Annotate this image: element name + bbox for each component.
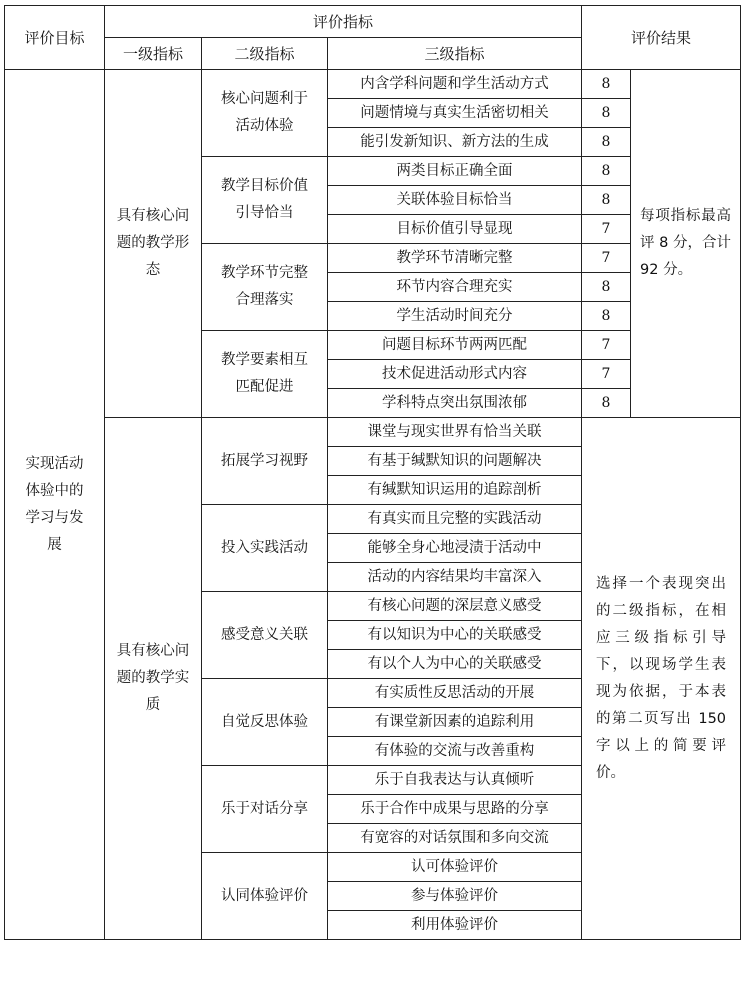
score-cell: 8 xyxy=(582,389,631,418)
score-cell: 8 xyxy=(582,70,631,99)
level3-item: 问题情境与真实生活密切相关 xyxy=(328,99,582,128)
level2-essence-2: 感受意义关联 xyxy=(202,592,328,679)
header-level1: 一级指标 xyxy=(105,38,202,70)
level3-item: 问题目标环节两两匹配 xyxy=(328,331,582,360)
level3-item: 认可体验评价 xyxy=(328,853,582,882)
level3-item: 有以知识为中心的关联感受 xyxy=(328,621,582,650)
level3-item: 技术促进活动形式内容 xyxy=(328,360,582,389)
score-cell: 8 xyxy=(582,186,631,215)
level3-item: 有真实而且完整的实践活动 xyxy=(328,505,582,534)
level3-item: 有课堂新因素的追踪利用 xyxy=(328,708,582,737)
score-cell: 7 xyxy=(582,215,631,244)
level3-item: 利用体验评价 xyxy=(328,911,582,940)
level3-item: 内含学科问题和学生活动方式 xyxy=(328,70,582,99)
goal-cell: 实现活动体验中的学习与发展 xyxy=(5,70,105,940)
level2-essence-4: 乐于对话分享 xyxy=(202,766,328,853)
level3-item: 有实质性反思活动的开展 xyxy=(328,679,582,708)
level3-item: 有宽容的对话氛围和多向交流 xyxy=(328,824,582,853)
score-cell: 8 xyxy=(582,302,631,331)
level2-essence-5: 认同体验评价 xyxy=(202,853,328,940)
level1-form: 具有核心问题的教学形态 xyxy=(105,70,202,418)
level3-item: 教学环节清晰完整 xyxy=(328,244,582,273)
level3-item: 乐于自我表达与认真倾听 xyxy=(328,766,582,795)
header-level3: 三级指标 xyxy=(328,38,582,70)
score-cell: 8 xyxy=(582,273,631,302)
level2-form-2: 教学环节完整合理落实 xyxy=(202,244,328,331)
level3-item: 有基于缄默知识的问题解决 xyxy=(328,447,582,476)
header-indicators: 评价指标 xyxy=(105,6,582,38)
level3-item: 乐于合作中成果与思路的分享 xyxy=(328,795,582,824)
level3-item: 学生活动时间充分 xyxy=(328,302,582,331)
level3-item: 能够全身心地浸渍于活动中 xyxy=(328,534,582,563)
level2-form-0: 核心问题利于活动体验 xyxy=(202,70,328,157)
score-cell: 8 xyxy=(582,128,631,157)
header-result: 评价结果 xyxy=(582,6,741,70)
level3-item: 有缄默知识运用的追踪剖析 xyxy=(328,476,582,505)
level3-item: 关联体验目标恰当 xyxy=(328,186,582,215)
level2-essence-1: 投入实践活动 xyxy=(202,505,328,592)
level2-form-1: 教学目标价值引导恰当 xyxy=(202,157,328,244)
score-cell: 7 xyxy=(582,244,631,273)
level3-item: 活动的内容结果均丰富深入 xyxy=(328,563,582,592)
score-cell: 7 xyxy=(582,360,631,389)
essence-note: 选择一个表现突出的二级指标，在相应三级指标引导下，以现场学生表现为依据，于本表的第二页写出 150 字以上的简要评价。 xyxy=(582,418,741,940)
level3-item: 有以个人为中心的关联感受 xyxy=(328,650,582,679)
level3-item: 有体验的交流与改善重构 xyxy=(328,737,582,766)
level3-item: 课堂与现实世界有恰当关联 xyxy=(328,418,582,447)
score-cell: 8 xyxy=(582,99,631,128)
score-cell: 8 xyxy=(582,157,631,186)
level3-item: 有核心问题的深层意义感受 xyxy=(328,592,582,621)
level3-item: 参与体验评价 xyxy=(328,882,582,911)
evaluation-table xyxy=(4,5,741,940)
score-cell: 7 xyxy=(582,331,631,360)
level1-essence: 具有核心问题的教学实质 xyxy=(105,418,202,940)
level3-item: 能引发新知识、新方法的生成 xyxy=(328,128,582,157)
level2-essence-3: 自觉反思体验 xyxy=(202,679,328,766)
level2-form-3: 教学要素相互匹配促进 xyxy=(202,331,328,418)
level3-item: 学科特点突出氛围浓郁 xyxy=(328,389,582,418)
level3-item: 目标价值引导显现 xyxy=(328,215,582,244)
level3-item: 两类目标正确全面 xyxy=(328,157,582,186)
level3-item: 环节内容合理充实 xyxy=(328,273,582,302)
header-goal: 评价目标 xyxy=(5,6,105,70)
header-level2: 二级指标 xyxy=(202,38,328,70)
level2-essence-0: 拓展学习视野 xyxy=(202,418,328,505)
form-note: 每项指标最高评 8 分，合计 92 分。 xyxy=(631,70,741,418)
